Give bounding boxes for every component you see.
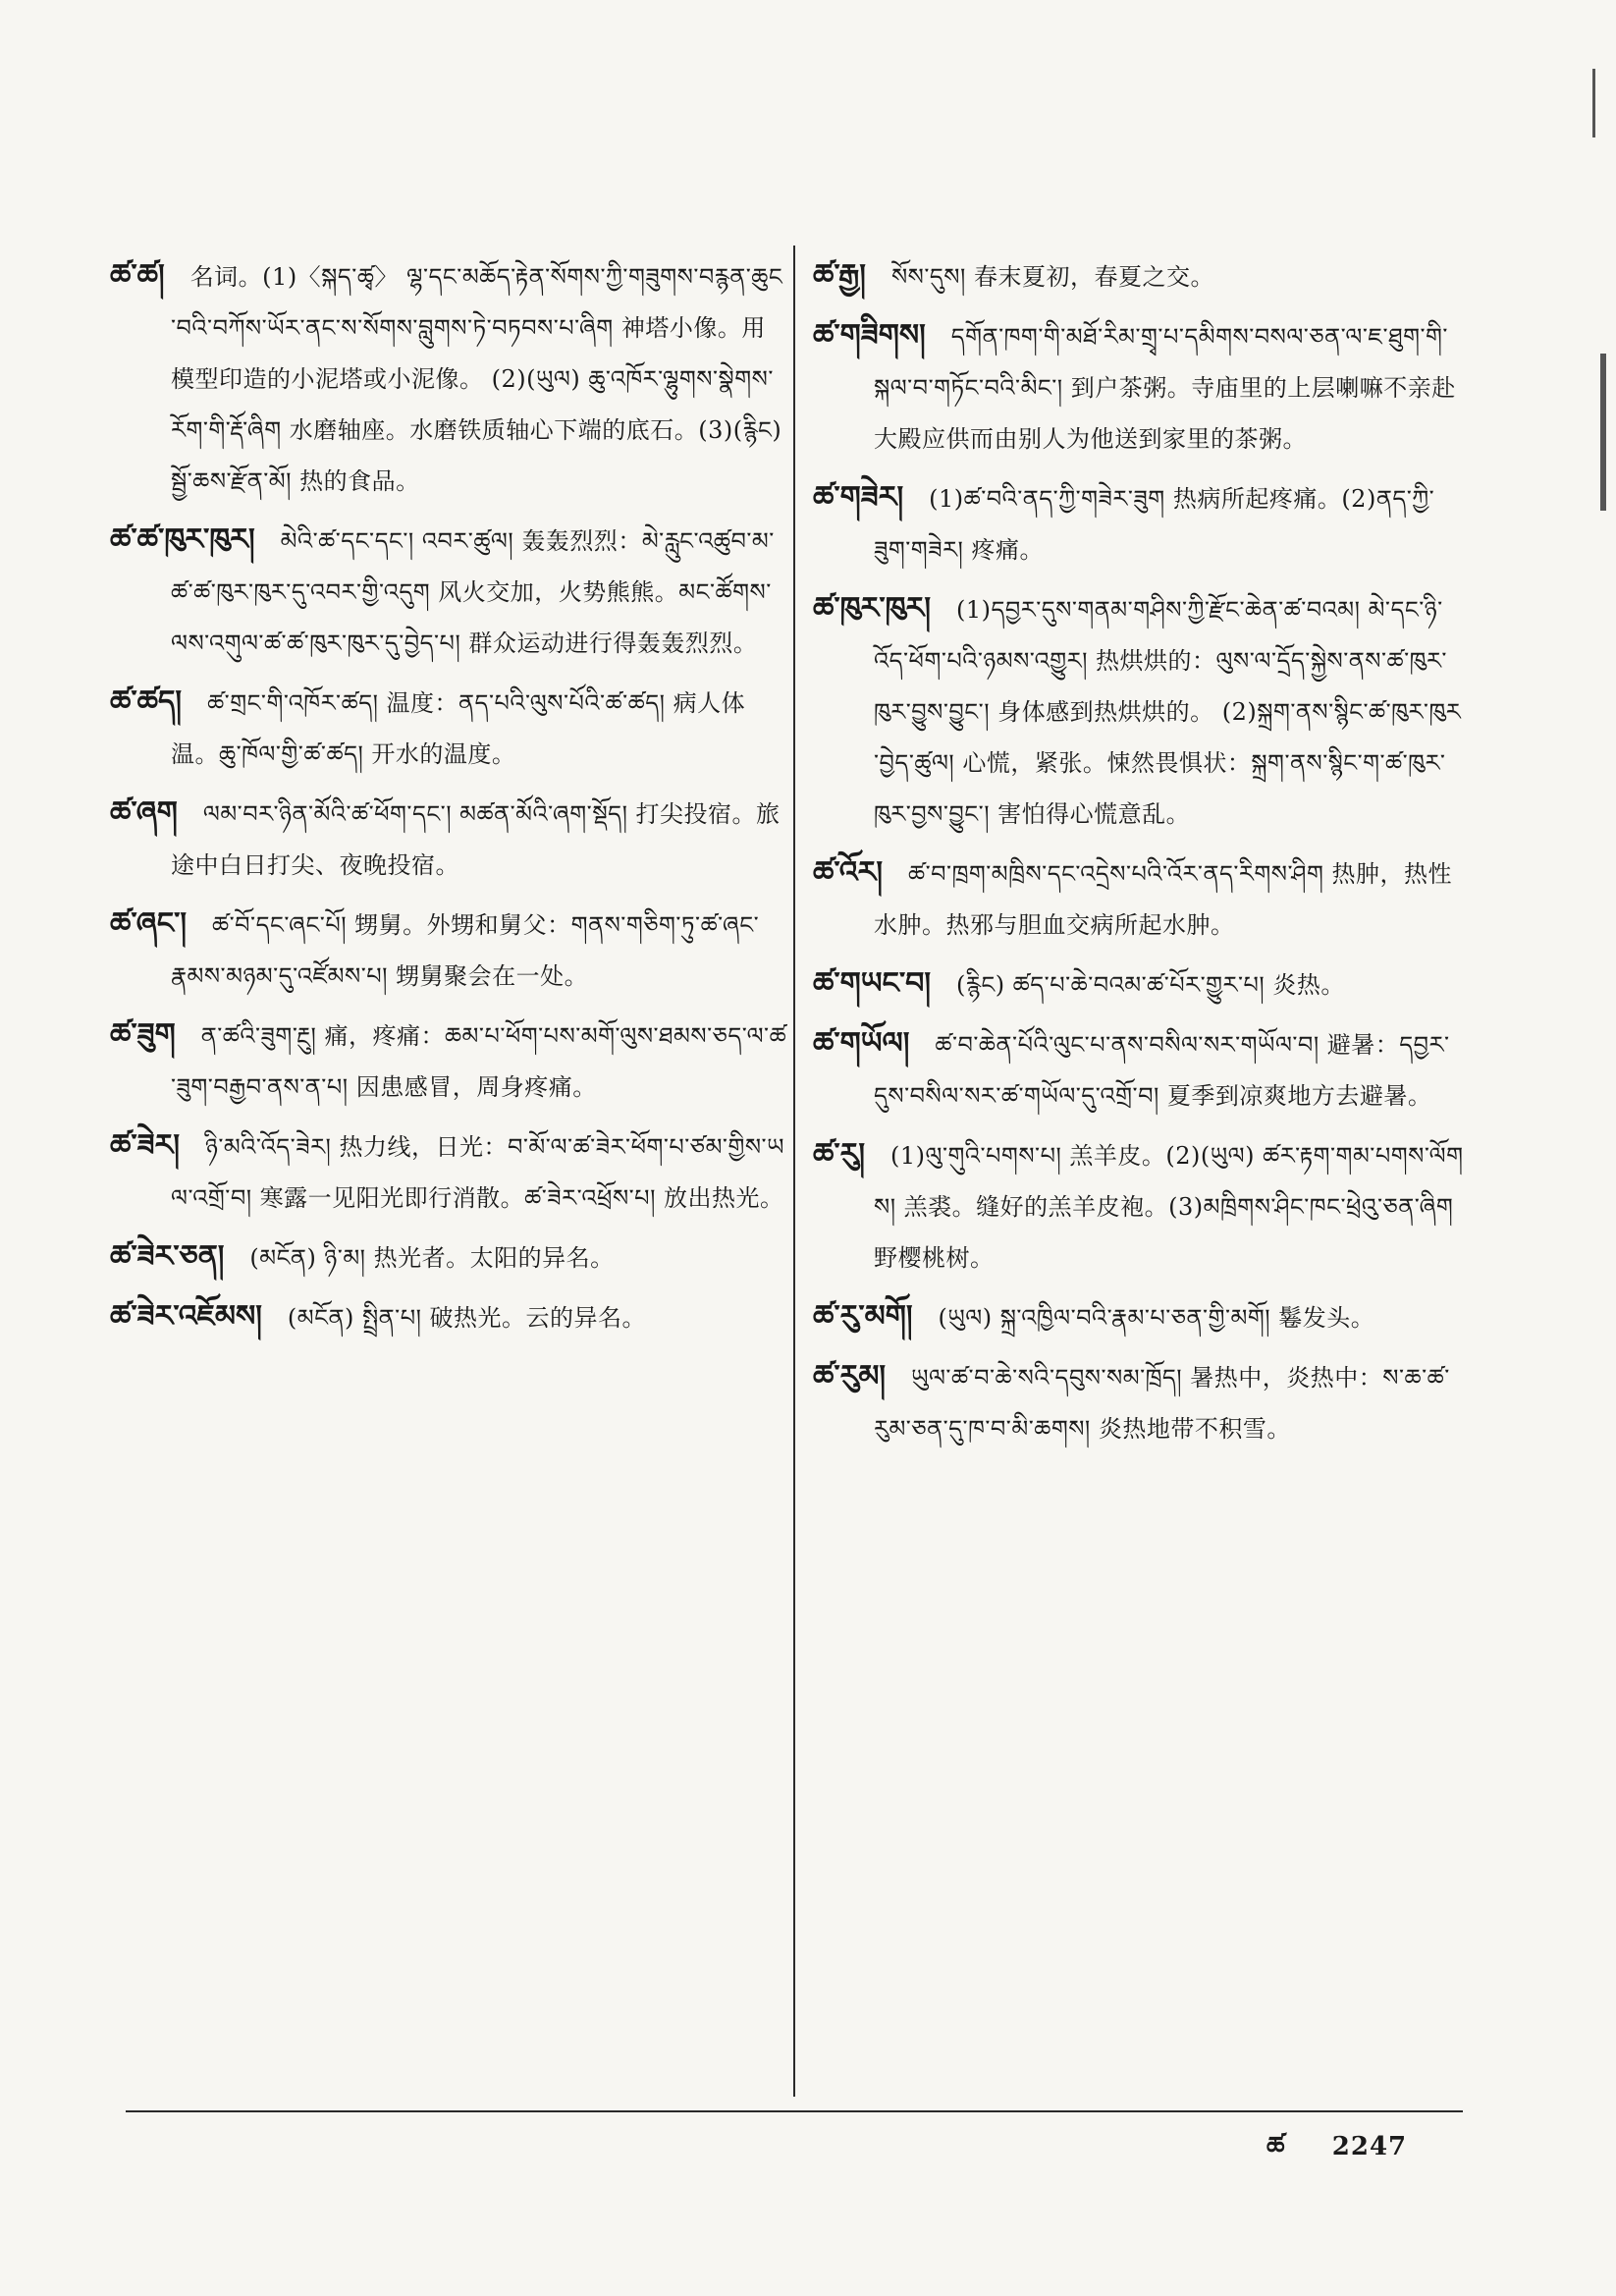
entry-definition: ཉི་མའི་འོད་ཟེར། 热力线，日光：བ་མོ་ལ་ཚ་ཟེར་ཕོག་པ་ཙམ་གྱིས་ཡལ་འགྲོ་བ། 寒露一见阳光即行消散。ཚ་ཟེར་འཕྲོས་པ། 放出热光。 bbox=[171, 1133, 784, 1212]
entry-headword: ཚ་ཚ། bbox=[110, 258, 165, 293]
entry-headword: ཚ་ཟེར་འཇོམས། bbox=[110, 1299, 262, 1334]
dictionary-entry bbox=[813, 472, 1466, 575]
dictionary-entry bbox=[813, 1018, 1466, 1121]
entry-headword: ཚ་ཞག bbox=[110, 795, 178, 830]
entry-definition: ཚ་བོ་དང་ཞང་པོ། 甥舅。外甥和舅父：གནས་གཅིག་ཏུ་ཚ་ཞང་རྣམས་མཉམ་དུ་འཛོམས་པ། 甥舅聚会在一处。 bbox=[171, 911, 760, 990]
entry-definition: ཡུལ་ཚ་བ་ཆེ་སའི་དབུས་སམ་ཁྲོད། 暑热中，炎热中：ས་ཆ་ཚ་རུམ་ཅན་དུ་ཁ་བ་མི་ཆགས། 炎热地带不积雪。 bbox=[874, 1364, 1450, 1443]
dictionary-entry bbox=[813, 1291, 1466, 1343]
dictionary-entry bbox=[813, 847, 1466, 951]
entry-definition: (མངོན) ཉི་མ། 热光者。太阳的异名。 bbox=[249, 1244, 615, 1272]
entry-definition: (1)ལུ་གུའི་པགས་པ། 羔羊皮。(2)(ཡུལ) ཚར་རྟག་གམ་པགས་ལོགས། 羔裘。缝好的羔羊皮袍。(3)མཁྲིགས་ཤིང་ཁང་ཕྲེའུ་ཅན་ཞིག 野樱桃树。 bbox=[874, 1142, 1464, 1272]
right-column bbox=[813, 250, 1466, 2097]
bottom-rule bbox=[126, 2110, 1463, 2112]
dictionary-entry bbox=[110, 1010, 787, 1113]
entry-headword: ཚ་ཁུར་ཁུར། bbox=[813, 591, 931, 626]
section-letter: ཚ bbox=[1266, 2132, 1285, 2161]
entry-headword: ཚ་གཟེར། bbox=[813, 480, 904, 515]
entry-headword: ཚ་ཟེར། bbox=[110, 1128, 180, 1163]
entry-definition: (རྙིང) ཚད་པ་ཆེ་བའམ་ཚ་པོར་གྱུར་པ། 炎热。 bbox=[956, 971, 1345, 999]
entry-definition: ལམ་བར་ཉིན་མོའི་ཚ་ཕོག་དང་། མཚན་མོའི་ཞག་སྡོད། 打尖投宿。旅途中白日打尖、夜晚投宿。 bbox=[171, 800, 781, 879]
entry-definition: (1)ཚ་བའི་ནད་ཀྱི་གཟེར་ཟུག 热病所起疼痛。(2)ནད་ཀྱི་ཟུག་གཟེར། 疼痛。 bbox=[874, 485, 1435, 564]
dictionary-entry bbox=[110, 788, 787, 891]
entry-headword: ཚ་ཞང་། bbox=[110, 906, 188, 941]
dictionary-entry bbox=[110, 677, 787, 780]
page-footer bbox=[1266, 2127, 1463, 2166]
left-column bbox=[110, 250, 787, 2097]
page-number: 2247 bbox=[1331, 2132, 1408, 2161]
dictionary-entry bbox=[110, 250, 787, 507]
entry-headword: ཚ་རྒྱ། bbox=[813, 258, 866, 293]
entry-headword: ཚ་རུམ། bbox=[813, 1359, 887, 1394]
entry-headword: ཚ་ཚ་ཁུར་ཁུར། bbox=[110, 522, 255, 557]
entry-definition: (1)དབྱར་དུས་གནམ་གཤིས་ཀྱི་རྫོང་ཆེན་ཚ་བའམ། མེ་དང་ཉི་འོད་ཕོག་པའི་ཉམས་འགྱུར། 热烘烘的：ལུས་ལ་དྲོད་སྐྱེས་ནས་ཚ་ཁུར་ཁུར་བྱུས་བྱུང་། 身体感到热烘烘的。 (2)སྐྲག་ནས་སྙིང་ཚ་ཁུར་ཁུར་བྱེད་ཚུལ། 心慌，紧张。悚然畏惧状：སྐྲག་ནས་སྙིང་ག་ཚ་ཁུར་ཁུར་བྱས་བྱུང་། 害怕得心慌意乱。 bbox=[874, 596, 1462, 828]
dictionary-entry bbox=[110, 1291, 787, 1343]
entry-headword: ཚ་ཚད། bbox=[110, 684, 183, 719]
entry-definition: ན་ཚའི་ཟུག་རྔུ། 痛，疼痛：ཆམ་པ་ཕོག་པས་མགོ་ལུས་ཐམས་ཅད་ལ་ཚ་ཟུག་བརྒྱབ་ནས་ན་པ། 因患感冒，周身疼痛。 bbox=[171, 1022, 787, 1101]
entry-definition: ཚ་བ་ཆེན་པོའི་ལུང་པ་ནས་བསིལ་སར་གཡོལ་བ། 避暑：དབྱར་དུས་བསིལ་སར་ཚ་གཡོལ་དུ་འགྲོ་བ། 夏季到凉爽地方去避暑。 bbox=[874, 1031, 1450, 1110]
entry-headword: ཚ་ཟུག bbox=[110, 1017, 176, 1052]
entry-headword: ཚ་འོར། bbox=[813, 855, 884, 890]
entry-headword: ཚ་རུ་མགོ། bbox=[813, 1299, 913, 1334]
entry-headword: ཚ་ཟེར་ཅན། bbox=[110, 1239, 225, 1274]
dictionary-entry bbox=[110, 515, 787, 669]
entry-headword: ཚ་གཡང་བ། bbox=[813, 966, 932, 1001]
entry-definition: (ཡུལ) སྐྲ་འཁྱིལ་བའི་རྣམ་པ་ཅན་གྱི་མགོ། 鬈发头。 bbox=[938, 1304, 1375, 1332]
entry-definition: མེའི་ཚ་དང་དང་། འབར་ཚུལ། 轰轰烈烈：མེ་རླུང་འཚུབ་མ་ཚ་ཚ་ཁུར་ཁུར་དུ་འབར་གྱི་འདུག 风火交加，火势熊熊。མང་ཚོགས་ལས་འགུལ་ཚ་ཚ་ཁུར་ཁུར་དུ་བྱེད་པ། 群众运动进行得轰轰烈烈。 bbox=[171, 527, 775, 657]
dictionary-entry bbox=[813, 583, 1466, 840]
dictionary-entry bbox=[110, 1121, 787, 1224]
entry-headword: ཚ་རུ། bbox=[813, 1137, 866, 1172]
dictionary-entry bbox=[813, 958, 1466, 1011]
entry-definition: ཚ་གྲང་གི་འཁོར་ཚད། 温度：ནད་པའི་ལུས་པོའི་ཚ་ཚད། 病人体温。ཆུ་ཁོལ་གྱི་ཚ་ཚད། 开水的温度。 bbox=[171, 689, 746, 768]
entry-definition: དགོན་ཁག་གི་མཐོ་རིམ་གྲྭ་པ་དམིགས་བསལ་ཅན་ལ་ཇ་ཐུག་གི་སྐལ་བ་གཏོང་བའི་མིང་། 到户茶粥。寺庙里的上层喇嘛不亲赴大殿应供而由别人为他送到家里的茶粥。 bbox=[874, 323, 1456, 453]
entry-definition: ཚ་བ་ཁྲག་མཁྲིས་དང་འདྲེས་པའི་འོར་ནད་རིགས་ཤིག 热肿，热性水肿。热邪与胆血交病所起水肿。 bbox=[874, 860, 1452, 939]
dictionary-entry bbox=[110, 1231, 787, 1284]
entry-definition: སོས་དུས། 春末夏初，春夏之交。 bbox=[890, 263, 1214, 291]
column-divider bbox=[793, 246, 795, 2097]
entry-definition: 名词。(1)〈སྐད་ཚྭ〉 ལྷ་དང་མཆོད་རྟེན་སོགས་ཀྱི་གཟུགས་བརྙན་ཆུང་བའི་བཀོས་ཡོར་ནང་ས་སོགས་བླུགས་ཏེ་བཏབས་པ་ཞིག 神塔小像。用模型印造的小泥塔或小泥像。 (2)(ཡུལ) ཆུ་འཁོར་ལྷུགས་སྣེགས་རོག་གི་རྡོ་ཞིག 水磨轴座。水磨铁质轴心下端的底石。(3)(རྙིང) སྦྱོ་ཆས་རྫོན་མོ། 热的食品。 bbox=[171, 263, 783, 495]
dictionary-entry bbox=[813, 1351, 1466, 1454]
entry-headword: ཚ་གཟིགས། bbox=[813, 318, 926, 353]
dictionary-entry bbox=[110, 899, 787, 1002]
entry-definition: (མངོན) སྤྲིན་པ། 破热光。云的异名。 bbox=[287, 1304, 647, 1332]
dictionary-entry bbox=[813, 310, 1466, 465]
entry-headword: ཚ་གཡོལ། bbox=[813, 1026, 910, 1061]
scan-edge-mark bbox=[1592, 69, 1595, 137]
dictionary-entry bbox=[813, 250, 1466, 302]
scan-edge-mark bbox=[1600, 354, 1606, 511]
dictionary-entry bbox=[813, 1129, 1466, 1284]
